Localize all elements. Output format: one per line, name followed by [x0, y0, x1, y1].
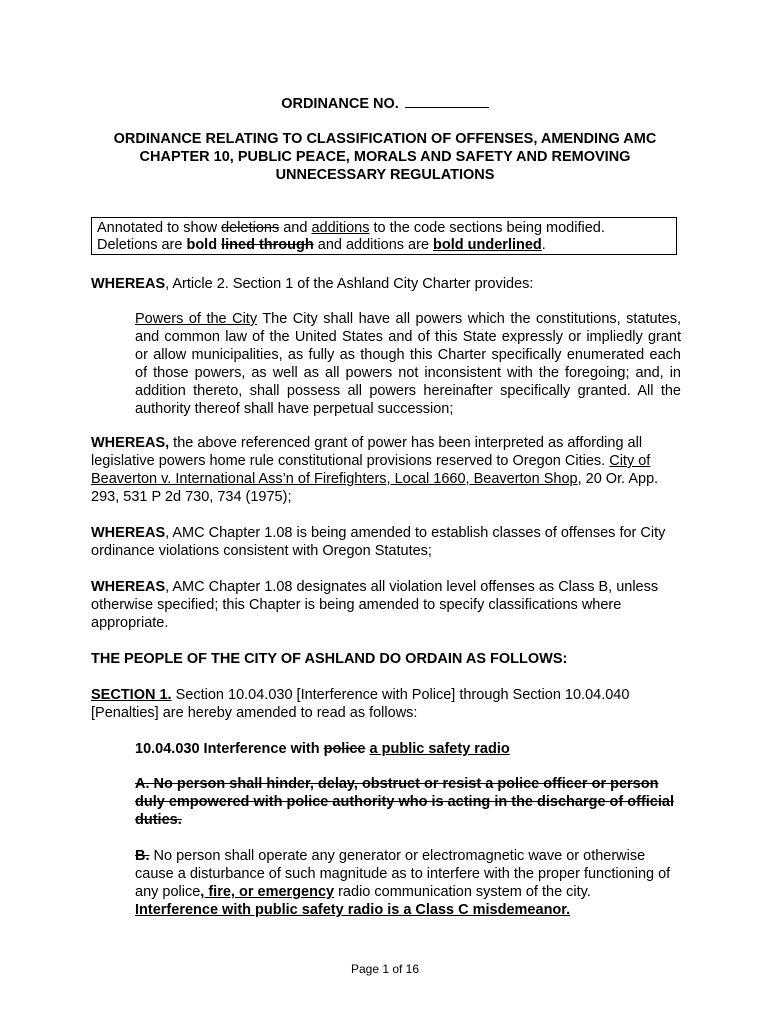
annotation-text: Deletions are [97, 237, 187, 253]
annotation-text: and [279, 220, 312, 236]
annotation-line-1 [97, 220, 671, 237]
whereas-text: , Article 2. Section 1 of the Ashland City Charter provides: [165, 276, 534, 292]
whereas-paragraph-4 [91, 578, 676, 632]
subsection-b [135, 847, 681, 919]
whereas-label: WHEREAS, [91, 435, 170, 451]
ordinance-title-line-2: CHAPTER 10, PUBLIC PEACE, MORALS AND SAFETY AND REMOVING [139, 149, 631, 165]
annotation-additions-example: additions [311, 220, 370, 236]
code-section-heading-deleted: police [323, 741, 366, 757]
whereas-text: the above referenced grant of power has been interpreted as affording all legislative powers home rule constitutional provisions reserved to Oregon Cities. [91, 435, 643, 469]
page-number: Page 1 of 16 [350, 962, 420, 976]
whereas-label: WHEREAS [91, 276, 166, 292]
annotation-bold: bold [186, 237, 218, 253]
ordinance-title-line-1: ORDINANCE RELATING TO CLASSIFICATION OF OFFENSES, AMENDING AMC [113, 131, 657, 147]
section-1-paragraph [91, 686, 676, 722]
powers-text: The City shall have all powers which the constitutions, statutes, and common law of the United States and of this State expressly or impliedly grant or allow municipalities, as fully as though this Charter specifically enumerated each of those powers, as well as all powers not inconsistent with the foregoing; and, in addition thereto, shall possess all powers hereinafter specifically granted. All the authority thereof shall have perpetual succession; [135, 311, 681, 417]
annotation-text: and additions are [313, 237, 434, 253]
subsection-a-deleted: A. No person shall hinder, delay, obstruct or resist a police officer or person duly empowered with police authority who is acting in the discharge of official duties. [135, 776, 674, 828]
section-1-text: Section 10.04.030 [Interference with Police] through Section 10.04.040 [Penalties] are hereby amended to read as follows: [91, 687, 630, 721]
ordinance-number-label: ORDINANCE NO. [281, 96, 399, 112]
whereas-text: , AMC Chapter 1.08 is being amended to establish classes of offenses for City ordinance violations consistent with Oregon Statutes; [91, 525, 666, 559]
ordain-clause: THE PEOPLE OF THE CITY OF ASHLAND DO ORDAIN AS FOLLOWS: [91, 651, 568, 667]
subsection-b-text: No person shall operate any generator or electromagnetic wave or otherwise cause a disturbance of such magnitude as to interfere with the proper functioning of any police [135, 848, 671, 900]
annotation-bold-underlined: bold underlined [433, 237, 542, 253]
annotation-deletions-example: deletions [221, 220, 280, 236]
code-section-heading [135, 740, 681, 758]
subsection-b-text: radio communication system of the city. [334, 884, 591, 900]
annotation-lined-through: lined through [221, 237, 314, 253]
ordinance-title [95, 130, 675, 184]
whereas-paragraph-2 [91, 434, 676, 506]
ordinance-title-line-3: UNNECESSARY REGULATIONS [275, 167, 495, 183]
powers-quote [135, 310, 681, 418]
case-citation-name: City of Beaverton v. International Ass’n of Firefighters, Local 1660, Beaverton Shop, [91, 453, 651, 487]
code-section-heading-text: 10.04.030 Interference with [135, 741, 324, 757]
section-1-label: SECTION 1. [91, 687, 172, 703]
subsection-b-deleted-label: B. [135, 848, 150, 864]
powers-heading: Powers of the City [135, 311, 258, 327]
whereas-text: , AMC Chapter 1.08 designates all violation level offenses as Class B, unless otherwise specified; this Chapter is being amended to specify classifications where appropriate. [91, 579, 659, 631]
subsection-b-added-text: , fire, or emergency [200, 884, 335, 900]
annotation-box [91, 217, 677, 255]
subsection-b-added-classification: Interference with public safety radio is a Class C misdemeanor. [135, 902, 571, 918]
ordinance-number-blank [405, 93, 489, 108]
whereas-label: WHEREAS [91, 579, 166, 595]
whereas-paragraph-1 [91, 275, 676, 293]
case-citation-reference: 20 Or. App. 293, 531 P 2d 730, 734 (1975); [91, 471, 659, 505]
ordinance-number-line [0, 93, 770, 112]
annotation-text: to the code sections being modified. [369, 220, 605, 236]
annotation-text: Annotated to show [97, 220, 222, 236]
whereas-label: WHEREAS [91, 525, 166, 541]
code-section-heading-added: a public safety radio [369, 741, 510, 757]
annotation-line-2 [97, 237, 671, 254]
annotation-text: . [541, 237, 546, 253]
whereas-paragraph-3 [91, 524, 676, 560]
